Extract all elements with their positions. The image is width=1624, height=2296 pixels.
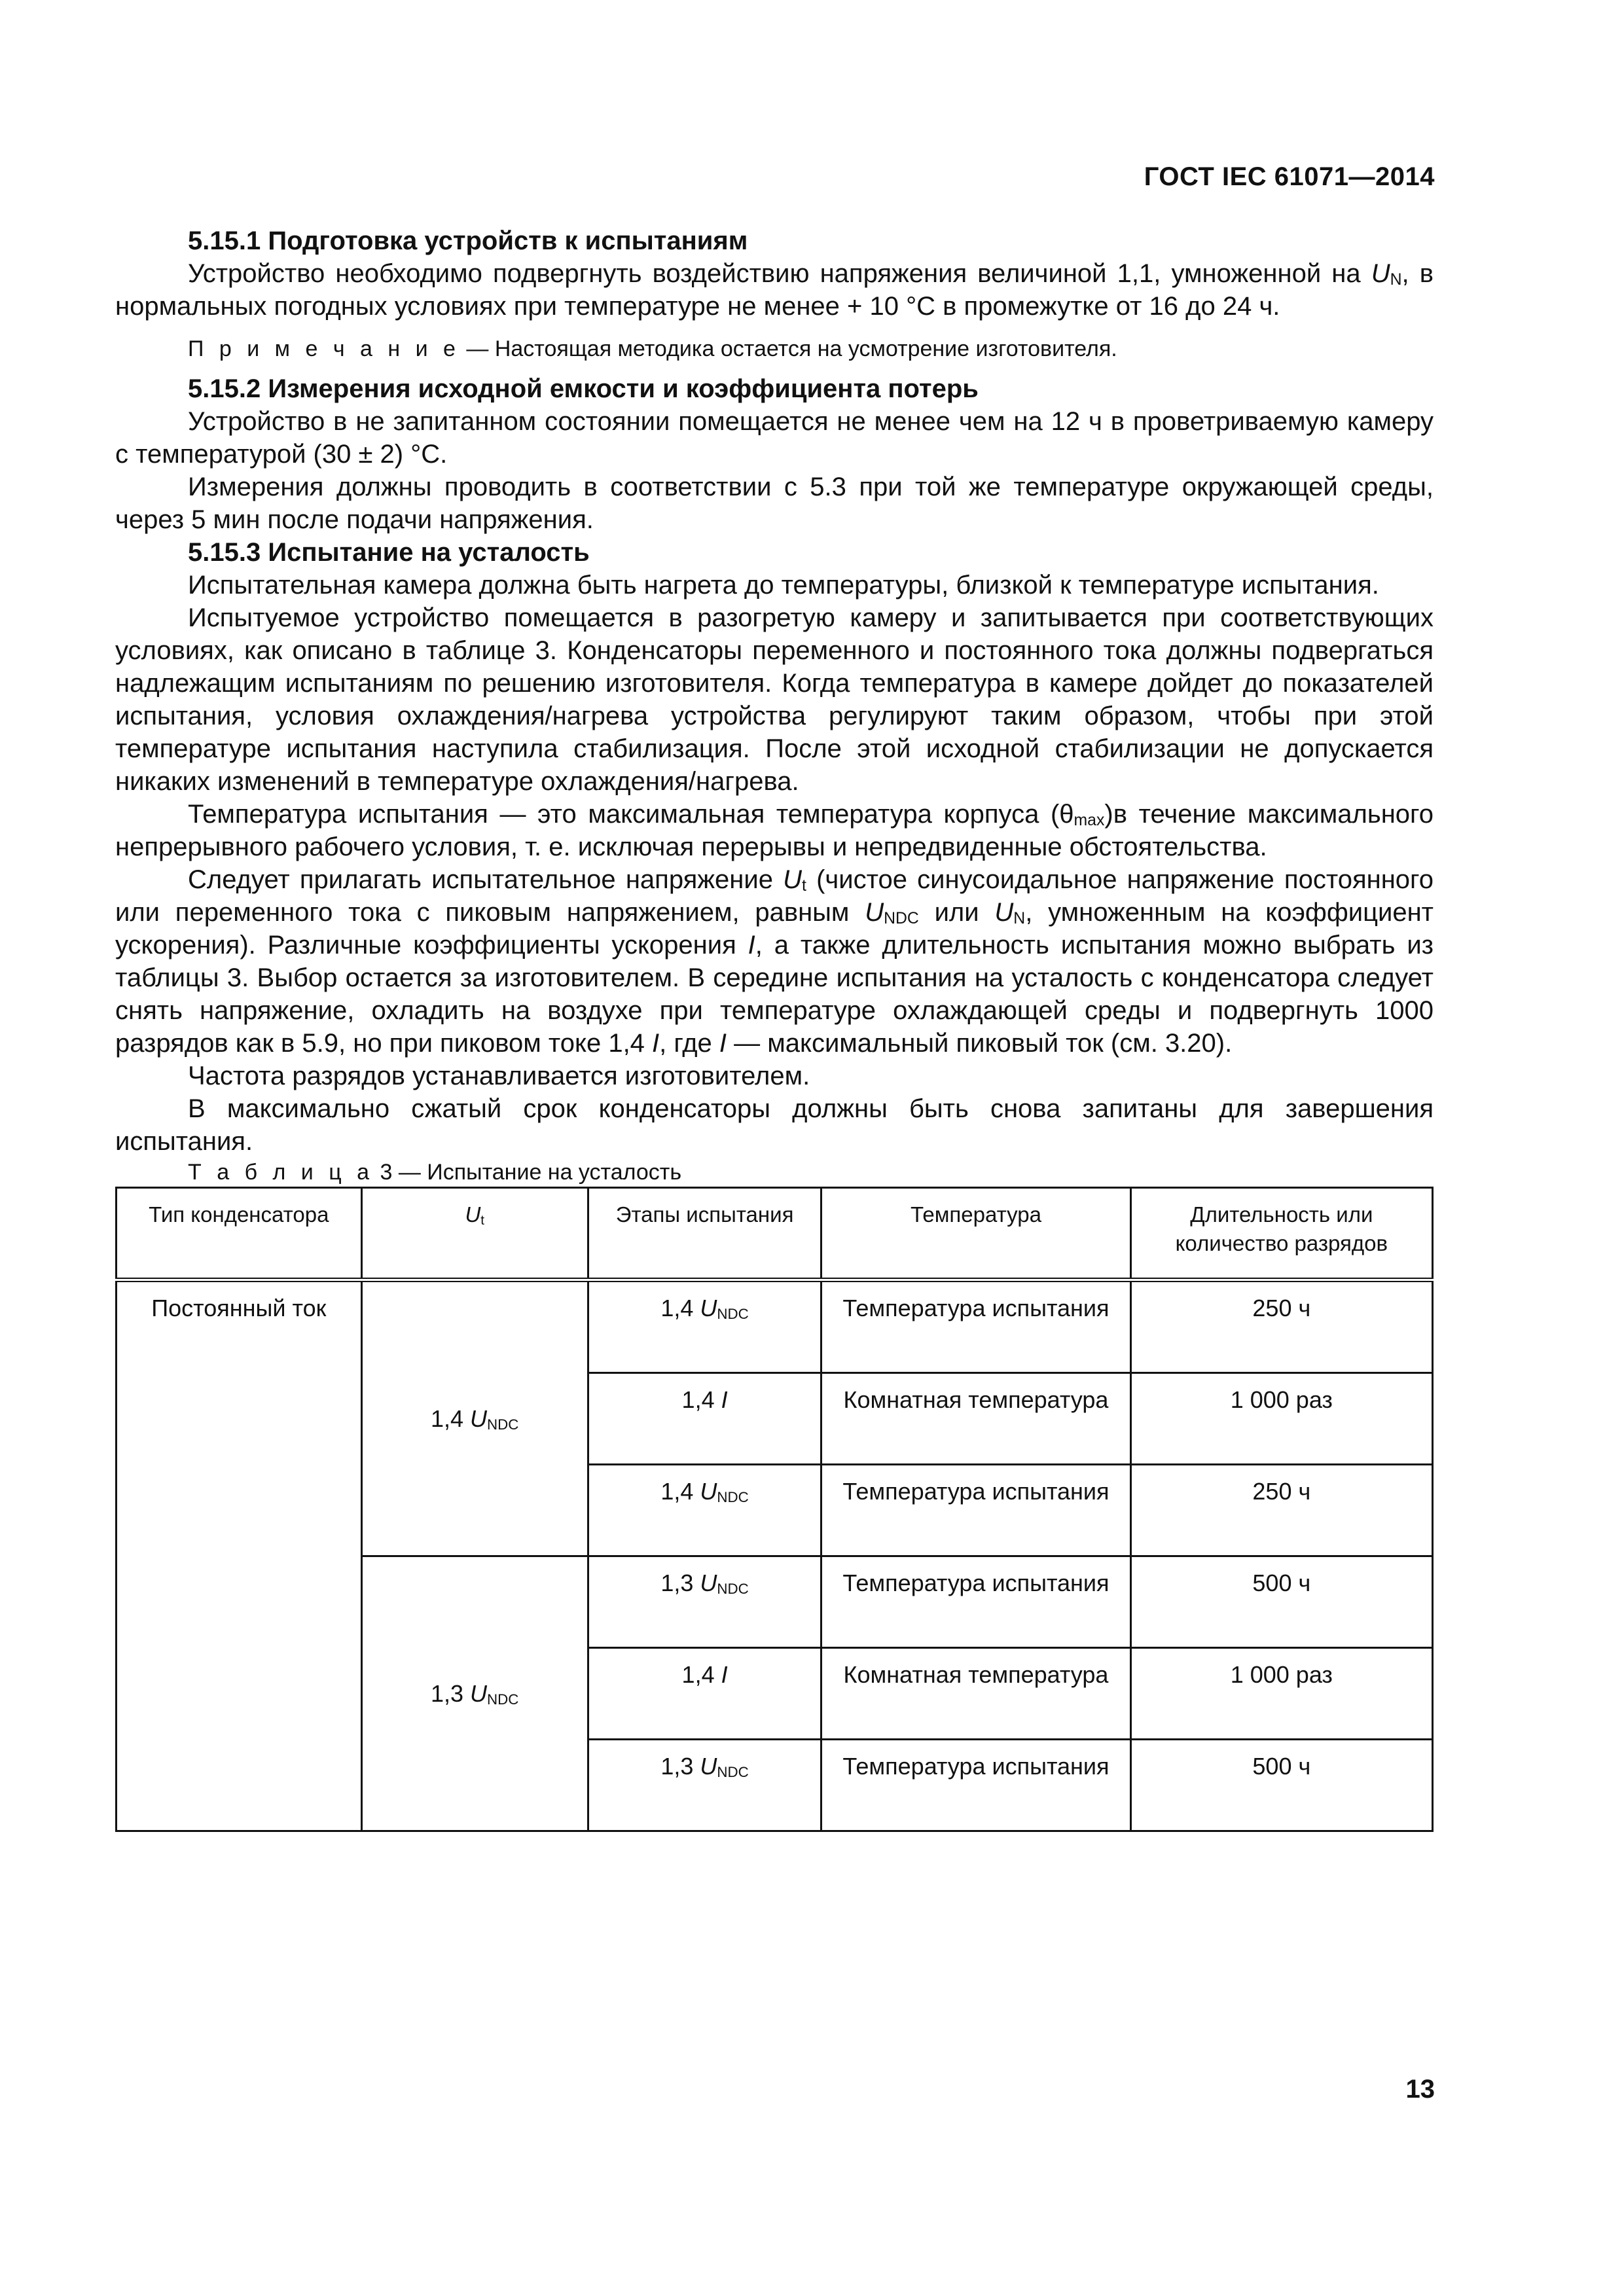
text-run: или xyxy=(918,898,995,927)
header-capacitor-type: Тип конденсатора xyxy=(117,1188,362,1280)
cell-ut-group-2 xyxy=(361,1556,588,1831)
symbol-u: U xyxy=(470,1679,488,1707)
subscript: N xyxy=(1390,271,1402,289)
subscript: NDC xyxy=(884,910,919,927)
text-run: Температура испытания — это максимальная температура корпуса ( xyxy=(188,800,1060,829)
cell-stage xyxy=(588,1648,821,1740)
subscript: NDC xyxy=(717,1489,749,1505)
cell-duration: 500 ч xyxy=(1130,1556,1432,1648)
symbol-i: I xyxy=(652,1029,660,1058)
section-5-15-2-heading: 5.15.2 Измерения исходной емкости и коэффициента потерь xyxy=(188,374,979,403)
symbol-u: U xyxy=(783,865,803,894)
section-5-15-1-heading: 5.15.1 Подготовка устройств к испытаниям xyxy=(188,226,748,255)
document-body xyxy=(115,224,1434,1832)
section-5-15-2-paragraph-1: Устройство в не запитанном состоянии помещается не менее чем на 12 ч в проветриваемую камеру с температурой (30 ± 2) °С. xyxy=(115,407,1434,469)
text-run: )в течение максимального непрерывного рабочего условия, т. е. исключая перерывы и непредвиденные обстоятельства. xyxy=(115,800,1434,861)
symbol-i: I xyxy=(719,1029,727,1058)
symbol: U xyxy=(700,1753,717,1780)
cell-duration: 250 ч xyxy=(1130,1465,1432,1556)
text-run: , в нормальных погодных условиях при температуре не менее + 10 °С в промежутке от 16 до 24 ч. xyxy=(115,259,1434,321)
symbol-u: U xyxy=(994,898,1014,927)
text-run: 1,3 xyxy=(660,1570,700,1596)
cell-temperature: Температура испытания xyxy=(821,1740,1130,1831)
subscript: t xyxy=(802,877,806,895)
section-5-15-3-paragraph-1: Испытательная камера должна быть нагрета до температуры, близкой к температуре испытания. xyxy=(188,571,1379,600)
subscript: N xyxy=(1013,910,1026,927)
section-5-15-3-paragraph-3 xyxy=(115,798,1434,863)
subscript: t xyxy=(480,1213,484,1228)
subscript: max xyxy=(1074,812,1105,829)
symbol: I xyxy=(721,1386,728,1413)
subscript: NDC xyxy=(487,1416,519,1433)
cell-temperature: Температура испытания xyxy=(821,1465,1130,1556)
subscript: NDC xyxy=(717,1764,749,1780)
text-run: , а также длительность испытания можно выбрать из таблицы 3. Выбор остается за изготовителем. В середине испытания на усталость с конденсатора следует снять напряжение, охладить на воздухе при температуре охлаждающей среды и подвергнуть 1000 разрядов как в 5.9, но при пиковом токе 1,4 xyxy=(115,931,1434,1058)
symbol-i: I xyxy=(748,931,755,960)
cell-stage xyxy=(588,1373,821,1465)
section-5-15-2-paragraph-2: Измерения должны проводить в соответствии с 5.3 при той же температуре окружающей среды, через 5 мин после подачи напряжения. xyxy=(115,473,1434,534)
cell-temperature: Температура испытания xyxy=(821,1280,1130,1373)
section-5-15-3-paragraph-2: Испытуемое устройство помещается в разогретую камеру и запитывается при соответствующих условиях, как описано в таблице 3. Конденсаторы переменного и постоянного тока должны подвергаться надлежащим испытаниям по решению изготовителя. Когда температура в камере дойдет до показателей испытания, условия охлаждения/нагрева устройства регулируют таким образом, чтобы при этой температуре испытания наступила стабилизация. После этой исходной стабилизации не допускается никаких изменений в температуре охлаждения/нагрева. xyxy=(115,603,1434,796)
cell-ut-group-1 xyxy=(361,1280,588,1556)
text-run: 1,4 xyxy=(431,1405,471,1432)
section-5-15-1-paragraph xyxy=(115,257,1434,323)
symbol-u: U xyxy=(865,898,884,927)
header-duration: Длительность или количество разрядов xyxy=(1130,1188,1432,1280)
table-header-row xyxy=(117,1188,1433,1280)
header-test-stages: Этапы испытания xyxy=(588,1188,821,1280)
subscript: NDC xyxy=(487,1691,519,1708)
cell-duration: 1 000 раз xyxy=(1130,1648,1432,1740)
text-run: 1,4 xyxy=(660,1295,700,1321)
text-run: 1,4 xyxy=(681,1661,721,1688)
fatigue-test-table xyxy=(115,1187,1434,1832)
symbol-u: U xyxy=(470,1405,488,1432)
header-temperature: Температура xyxy=(821,1188,1130,1280)
page-number: 13 xyxy=(1405,2075,1435,2104)
text-run: , где xyxy=(659,1029,719,1058)
cell-temperature: Температура испытания xyxy=(821,1556,1130,1648)
table-row xyxy=(117,1280,1433,1373)
text-run: (чистое синусоидальное напряжение постоянного или переменного тока с пиковым напряжением, равным xyxy=(115,865,1434,927)
table-caption-text: 3 — Испытание на усталость xyxy=(374,1160,682,1185)
cell-stage xyxy=(588,1280,821,1373)
symbol: U xyxy=(700,1570,717,1596)
text-run: 1,3 xyxy=(660,1753,700,1780)
section-5-15-3-paragraph-6: В максимально сжатый срок конденсаторы должны быть снова запитаны для завершения испытания. xyxy=(115,1094,1434,1156)
text-run: 1,3 xyxy=(431,1679,471,1707)
symbol-u: U xyxy=(1371,259,1390,288)
note xyxy=(115,334,1434,363)
symbol-theta: θ xyxy=(1059,800,1074,829)
symbol: U xyxy=(700,1295,717,1321)
header-ut xyxy=(361,1188,588,1280)
symbol: U xyxy=(700,1478,717,1505)
section-5-15-3-paragraph-4 xyxy=(115,863,1434,1060)
cell-stage xyxy=(588,1556,821,1648)
cell-duration: 1 000 раз xyxy=(1130,1373,1432,1465)
text-run: , умноженным на коэффициент ускорения). Различные коэффициенты ускорения xyxy=(115,898,1434,960)
cell-duration: 250 ч xyxy=(1130,1280,1432,1373)
cell-stage xyxy=(588,1465,821,1556)
text-run: 1,4 xyxy=(681,1386,721,1413)
cell-temperature: Комнатная температура xyxy=(821,1648,1130,1740)
note-label: П р и м е ч а н и е xyxy=(188,336,460,361)
document-header: ГОСТ IEC 61071—2014 xyxy=(1144,162,1435,191)
text-run: Следует прилагать испытательное напряжение xyxy=(188,865,784,894)
cell-duration: 500 ч xyxy=(1130,1740,1432,1831)
symbol-u: U xyxy=(465,1202,481,1227)
text-run: — максимальный пиковый ток (см. 3.20). xyxy=(727,1029,1233,1058)
subscript: NDC xyxy=(717,1581,749,1597)
section-5-15-3-heading: 5.15.3 Испытание на усталость xyxy=(188,538,590,567)
cell-capacitor-type: Постоянный ток xyxy=(117,1280,362,1831)
symbol: I xyxy=(721,1661,728,1688)
table-caption-label: Т а б л и ц а xyxy=(188,1160,374,1185)
subscript: NDC xyxy=(717,1306,749,1322)
table-caption xyxy=(115,1158,1434,1187)
cell-stage xyxy=(588,1740,821,1831)
text-run: 1,4 xyxy=(660,1478,700,1505)
text-run: Устройство необходимо подвергнуть воздействию напряжения величиной 1,1, умноженной на xyxy=(188,259,1371,288)
cell-temperature: Комнатная температура xyxy=(821,1373,1130,1465)
note-text: — Настоящая методика остается на усмотрение изготовителя. xyxy=(460,336,1117,361)
section-5-15-3-paragraph-5: Частота разрядов устанавливается изготовителем. xyxy=(188,1062,810,1090)
